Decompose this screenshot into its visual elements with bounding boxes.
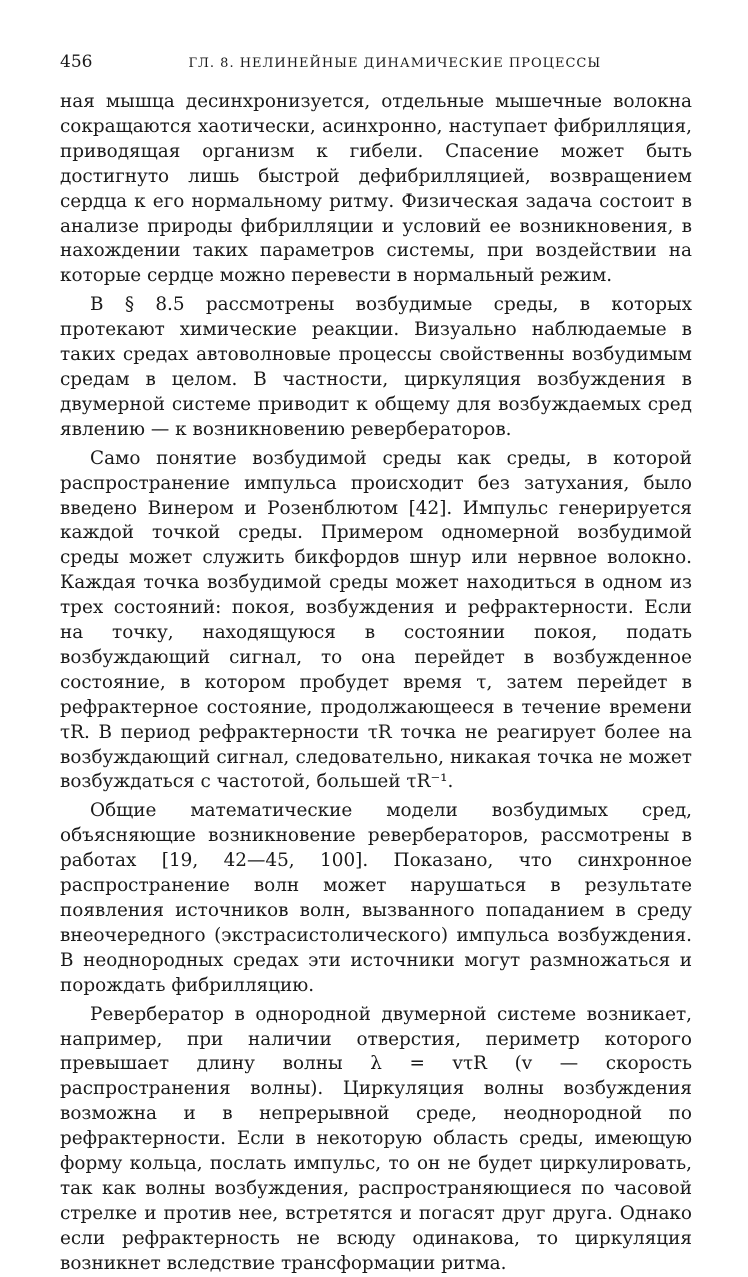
- paragraph-1: ная мышца десинхронизуется, отдельные мышечные волокна сокращаются хаотически, асинхронно, наступает фибрилляция, приводящая организм к гибели. Спасение может быть достигнуто лишь быстрой дефибрилляцией, возвращением сердца к его нормальному ритму. Физическая задача состоит в анализе природы фибрилляции и условий ее возникновения, в нахождении таких параметров системы, при воздействии на которые сердце можно перевести в нормальный режим.: [60, 91, 692, 287]
- paragraph-3: Само понятие возбудимой среды как среды, в которой распространение импульса происходит без затухания, было введено Винером и Розенблютом [42]. Импульс генерируется каждой точкой среды. Примером одномерной возбудимой среды может служить бикфордов шнур или нервное волокно. Каждая точка возбудимой среды может находиться в одном из трех состояний: покоя, возбуждения и рефрактерности. Если на точку, находящуюся в состоянии покоя, подать возбуждающий сигнал, то она перейдет в возбужденное состояние, в котором пробудет время τ, затем перейдет в рефрактерное состояние, продолжающееся в течение времени τR. В период рефрактерности τR точка не реагирует более на возбуждающий сигнал, следовательно, никакая точка не может возбуждаться с частотой, большей τR⁻¹.: [60, 447, 692, 793]
- book-page: [60, 52, 692, 1277]
- paragraph-5: Ревербератор в однородной двумерной системе возникает, например, при наличии отверстия, периметр которого превышает длину волны λ = vτR (v — скорость распространения волны). Циркуляция волны возбуждения возможна и в непрерывной среде, неоднородной по рефрактерности. Если в некоторую область среды, имеющую форму кольца, послать импульс, то он не будет циркулировать, так как волны возбуждения, распространяющиеся по часовой стрелке и против нее, встретятся и погасят друг друга. Однако если рефрактерность не всюду одинакова, то циркуляция возникнет вследствие трансформации ритма.: [60, 1003, 692, 1274]
- paragraph-2: В § 8.5 рассмотрены возбудимые среды, в которых протекают химические реакции. Визуально наблюдаемые в таких средах автоволновые процессы свойственны возбудимым средам в целом. В частности, циркуляция возбуждения в двумерной системе приводит к общему для возбуждаемых сред явлению — к возникновению ревербераторов.: [60, 294, 692, 440]
- page-number: 456: [60, 52, 93, 72]
- running-head: ГЛ. 8. НЕЛИНЕЙНЫЕ ДИНАМИЧЕСКИЕ ПРОЦЕССЫ: [188, 56, 602, 71]
- paragraph-4: Общие математические модели возбудимых сред, объясняющие возникновение ревербераторов, рассмотрены в работах [19, 42—45, 100]. Показано, что синхронное распространение волн может нарушаться в результате появления источников волн, вызванного попаданием в среду внеочередного (экстрасистолического) импульса возбуждения. В неоднородных средах эти источники могут размножаться и порождать фибрилляцию.: [60, 800, 692, 996]
- page-header: [60, 52, 692, 72]
- body-text: [60, 90, 692, 1277]
